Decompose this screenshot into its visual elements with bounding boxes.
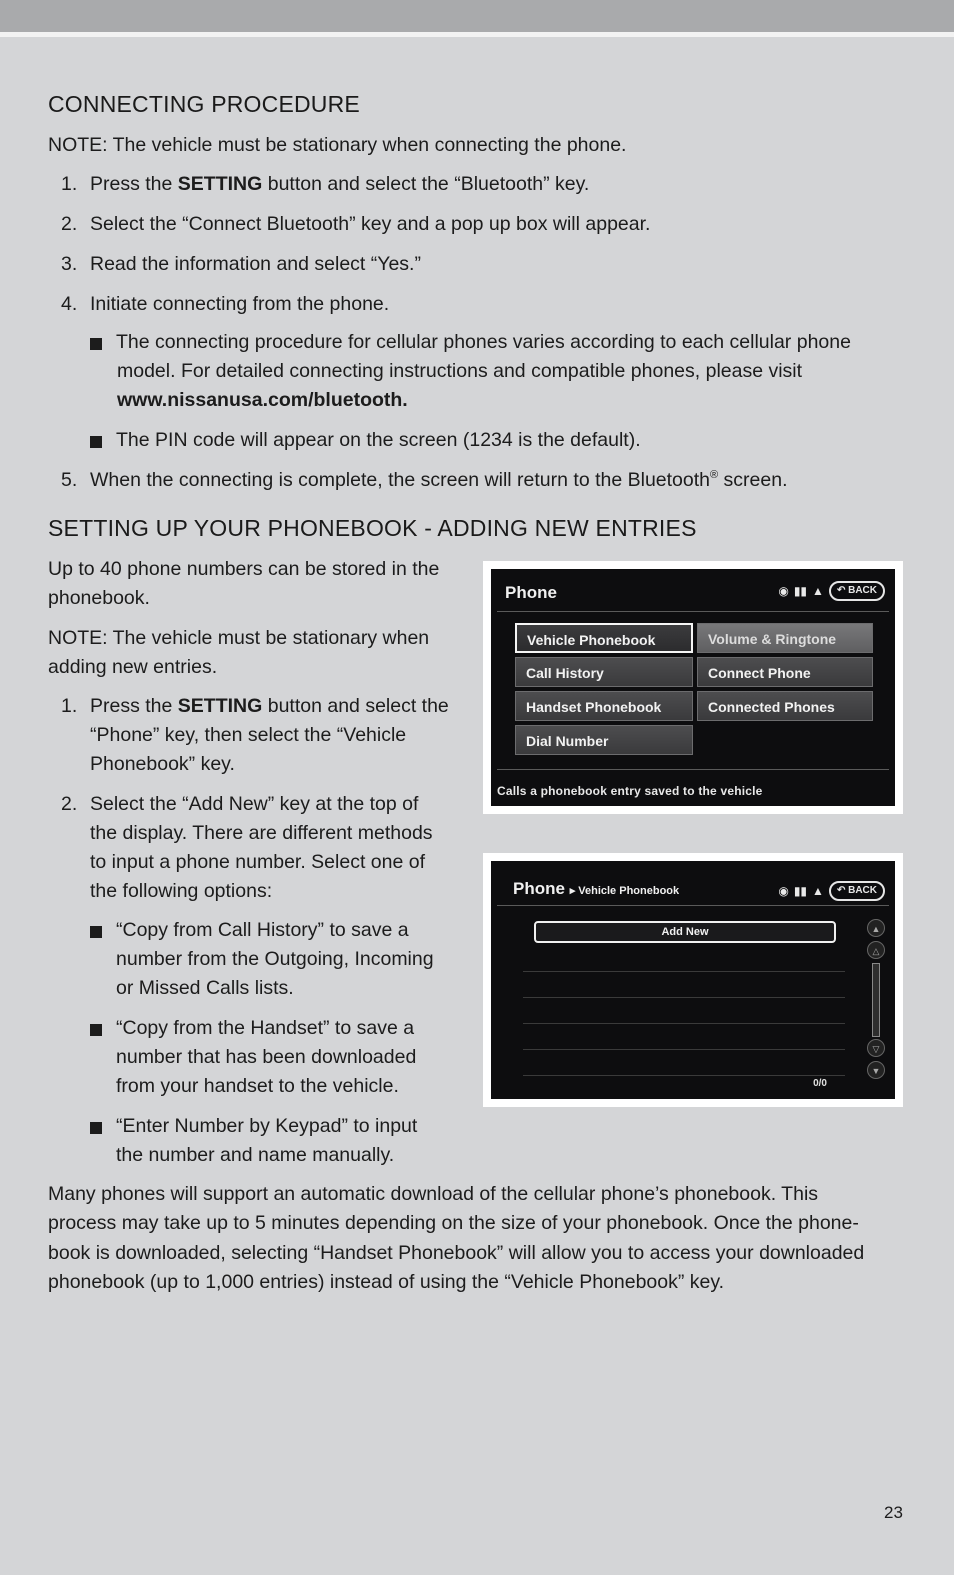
bullet-text-line: model. For detailed connecting instructions and compatible phones, please visit	[117, 360, 803, 382]
back-label: BACK	[848, 585, 877, 596]
list-row-divider	[523, 1075, 845, 1076]
step-number: 5.	[61, 469, 78, 491]
title-divider	[497, 611, 889, 612]
step-number: 2.	[61, 213, 78, 235]
status-area	[778, 881, 885, 901]
bluetooth-icon: ◉	[778, 884, 789, 898]
vehicle-phonebook-screenshot	[483, 853, 903, 1107]
screen-caption: Calls a phonebook entry saved to the vehicle	[497, 784, 763, 798]
option-text-line: the number and name manually.	[116, 1144, 395, 1166]
volume-ringtone-key[interactable]: Volume & Ringtone	[697, 623, 873, 653]
list-row-divider	[523, 971, 845, 972]
step-number: 1.	[61, 695, 78, 717]
phonebook-step-1-line: “Phone” key, then select the “Vehicle	[90, 724, 407, 746]
step-number: 4.	[61, 293, 78, 315]
header-bar	[0, 0, 954, 32]
list-row-divider	[523, 1023, 845, 1024]
signal-icon: ▲	[812, 584, 824, 598]
option-text-line: or Missed Calls lists.	[116, 977, 294, 999]
phonebook-step-2-line: to input a phone number. Select one of	[90, 851, 425, 873]
bullet-square-icon	[90, 1122, 102, 1134]
step-number: 3.	[61, 253, 78, 275]
bluetooth-website-link[interactable]: www.nissanusa.com/bluetooth.	[117, 389, 408, 411]
scroll-up-icon[interactable]: △	[867, 941, 885, 959]
bullet-square-icon	[90, 436, 102, 448]
add-new-button[interactable]: Add New	[534, 921, 836, 943]
phonebook-note-line: NOTE: The vehicle must be stationary when	[48, 627, 430, 649]
phonebook-step-2-line: the following options:	[90, 880, 273, 902]
phonebook-intro-line: phonebook.	[48, 587, 150, 609]
closing-paragraph-line: Many phones will support an automatic download of the cellular phone’s phonebook. This	[48, 1183, 819, 1205]
bullet-square-icon	[90, 338, 102, 350]
option-copy-call-history: “Copy from Call History” to save a	[116, 919, 409, 941]
entry-counter: 0/0	[813, 1078, 827, 1089]
title-divider	[497, 905, 889, 906]
back-label: BACK	[848, 885, 877, 896]
connect-phone-key[interactable]: Connect Phone	[697, 657, 873, 687]
bullet-square-icon	[90, 926, 102, 938]
bluetooth-icon: ◉	[778, 584, 789, 598]
back-button[interactable]: ↶ BACK	[829, 581, 885, 601]
step-number: 1.	[61, 173, 78, 195]
list-row-divider	[523, 1049, 845, 1050]
option-enter-keypad: “Enter Number by Keypad” to input	[116, 1115, 418, 1137]
signal-icon: ▲	[812, 884, 824, 898]
phonebook-step-2-line: Select the “Add New” key at the top of	[90, 793, 419, 815]
phonebook-step-1-line: Phonebook” key.	[90, 753, 235, 775]
list-row-divider	[523, 997, 845, 998]
scrollbar[interactable]	[867, 919, 885, 1079]
option-text-line: number from the Outgoing, Incoming	[116, 948, 434, 970]
breadcrumb: ▸ Vehicle Phonebook	[569, 885, 680, 897]
vehicle-phonebook-screen	[491, 861, 895, 1099]
page-number: 23	[884, 1503, 903, 1522]
dial-number-key[interactable]: Dial Number	[515, 725, 693, 755]
connect-step-2: Select the “Connect Bluetooth” key and a pop up box will appear.	[90, 213, 651, 235]
bullet-text-line: The connecting procedure for cellular phones varies according to each cellular phone	[116, 331, 851, 353]
closing-paragraph-line: process may take up to 5 minutes depending on the size of your phonebook. Once the phone-	[48, 1212, 859, 1234]
back-button[interactable]: ↶ BACK	[829, 881, 885, 901]
scroll-down-icon[interactable]: ▽	[867, 1039, 885, 1057]
option-text-line: from your handset to the vehicle.	[116, 1075, 399, 1097]
phone-menu-screen	[491, 569, 895, 806]
step-number: 2.	[61, 793, 78, 815]
battery-icon: ▮▮	[793, 884, 808, 898]
option-text-line: number that has been downloaded	[116, 1046, 417, 1068]
phonebook-step-2-line: the display. There are different methods	[90, 822, 433, 844]
connect-step-3: Read the information and select “Yes.”	[90, 253, 421, 275]
connected-phones-key[interactable]: Connected Phones	[697, 691, 873, 721]
connect-step-4: Initiate connecting from the phone.	[90, 293, 390, 315]
status-area	[778, 581, 885, 601]
bullet-square-icon	[90, 1024, 102, 1036]
phonebook-intro-line: Up to 40 phone numbers can be stored in the	[48, 558, 440, 580]
scroll-track[interactable]	[872, 963, 880, 1037]
connect-step-5: When the connecting is complete, the screen will return to the Bluetooth® screen.	[90, 469, 788, 491]
closing-paragraph-line: phonebook (up to 1,000 entries) instead of using the “Vehicle Phonebook” key.	[48, 1271, 725, 1293]
phone-menu-screenshot	[483, 561, 903, 814]
phone-screen-title: Phone	[505, 583, 557, 602]
phonebook-note-line: adding new entries.	[48, 656, 218, 678]
header-divider	[0, 32, 954, 37]
handset-phonebook-key[interactable]: Handset Phonebook	[515, 691, 693, 721]
closing-paragraph-line: book is downloaded, selecting “Handset Phonebook” will allow you to access your downloaded	[48, 1242, 865, 1264]
connect-step-1: Press the SETTING button and select the “Bluetooth” key.	[90, 173, 590, 195]
phonebook-heading: SETTING UP YOUR PHONEBOOK - ADDING NEW ENTRIES	[48, 515, 697, 541]
connecting-note: NOTE: The vehicle must be stationary when connecting the phone.	[48, 134, 627, 156]
option-copy-handset: “Copy from the Handset” to save a	[116, 1017, 415, 1039]
call-history-key[interactable]: Call History	[515, 657, 693, 687]
connecting-procedure-heading: CONNECTING PROCEDURE	[48, 91, 360, 117]
phonebook-screen-title: Phone ▸ Vehicle Phonebook	[513, 879, 680, 898]
battery-icon: ▮▮	[793, 584, 808, 598]
vehicle-phonebook-key[interactable]: Vehicle Phonebook	[515, 623, 693, 653]
scroll-bottom-icon[interactable]: ▼	[867, 1061, 885, 1079]
pin-code-bullet: The PIN code will appear on the screen (1234 is the default).	[116, 429, 641, 451]
scroll-top-icon[interactable]: ▲	[867, 919, 885, 937]
phonebook-step-1: Press the SETTING button and select the	[90, 695, 449, 717]
caption-divider	[497, 769, 889, 770]
